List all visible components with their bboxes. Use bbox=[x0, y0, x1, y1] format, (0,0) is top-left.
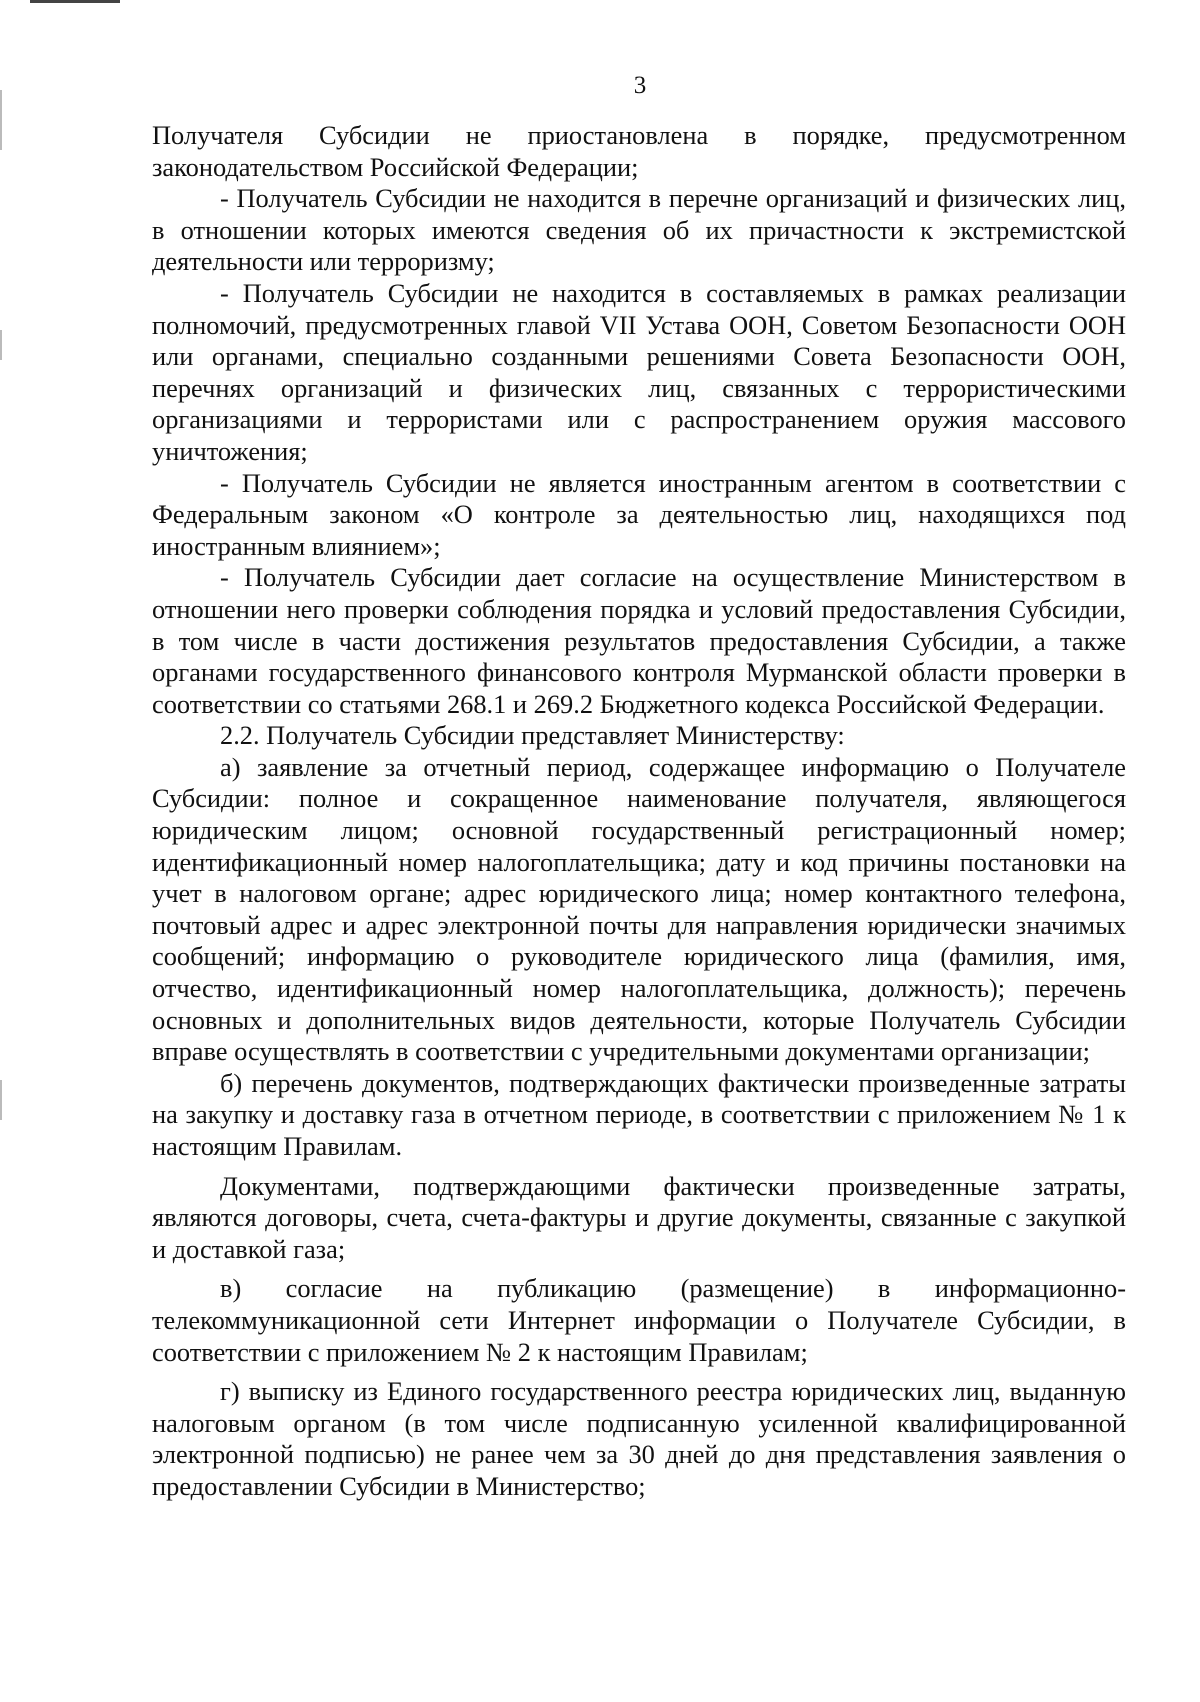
paragraph: 2.2. Получатель Субсидии представляет Министерству: bbox=[220, 720, 845, 751]
paragraph: в) согласие на публикацию (размещение) в информационно-телекоммуникационной сети Интернет информации о Получателе Субсидии, в соответствии с приложением № 2 к настоящим Правилам; bbox=[152, 1273, 1126, 1367]
paragraph: а) заявление за отчетный период, содержащее информацию о Получателе Субсидии: полное и сокращенное наименование получателя, являющегося юридическим лицом; основной государственный регистрационный номер; идентификационный номер налогоплательщика; дату и код причины постановки на учет в налоговом органе; адрес юридического лица; номер контактного телефона, почтовый адрес и адрес электронной почты для направления юридически значимых сообщений; информацию о руководителе юридического лица (фамилия, имя, отчество, идентификационный номер налогоплательщика, должность); перечень основных и дополнительных видов деятельности, которые Получатель Субсидии вправе осуществлять в соответствии с учредительными документами организации; bbox=[152, 751, 1126, 1067]
paragraph: - Получатель Субсидии не находится в составляемых в рамках реализации полномочий, предусмотренных главой VII Устава ООН, Советом Безопасности ООН или органами, специально созданными решениями Совета Безопасности ООН, перечнях организаций и физических лиц, связанных с террористическими организациями и террористами или с распространением оружия массового уничтожения; bbox=[152, 277, 1126, 466]
paragraph: Документами, подтверждающими фактически произведенные затраты, являются договоры, счета, счета-фактуры и другие документы, связанные с закупкой и доставкой газа; bbox=[152, 1170, 1126, 1264]
paragraph: г) выписку из Единого государственного реестра юридических лиц, выданную налоговым органом (в том числе подписанную усиленной квалифицированной электронной подписью) не ранее чем за 30 дней до дня представления заявления о предоставлении Субсидии в Министерство; bbox=[152, 1376, 1126, 1501]
scan-edge-mark bbox=[0, 1080, 2, 1120]
paragraph: - Получатель Субсидии не находится в перечне организаций и физических лиц, в отношении которых имеются сведения об их причастности к экстремистской деятельности или терроризму; bbox=[152, 183, 1126, 277]
paragraph: - Получатель Субсидии дает согласие на осуществление Министерством в отношении него проверки соблюдения порядка и условий предоставления Субсидии, в том числе в части достижения результатов предоставления Субсидии, а также органами государственного финансового контроля Мурманской области проверки в соответствии со статьями 268.1 и 269.2 Бюджетного кодекса Российской Федерации. bbox=[152, 562, 1126, 719]
document-body bbox=[152, 120, 1126, 1503]
page-number: 3 bbox=[633, 72, 647, 99]
paragraph: Получателя Субсидии не приостановлена в порядке, предусмотренном законодательством Российской Федерации; bbox=[152, 120, 1126, 182]
scan-edge-mark bbox=[0, 330, 2, 360]
scan-mark bbox=[30, 0, 120, 3]
paragraph: - Получатель Субсидии не является иностранным агентом в соответствии с Федеральным законом «О контроле за деятельностью лиц, находящихся под иностранным влиянием»; bbox=[152, 467, 1126, 561]
paragraph: б) перечень документов, подтверждающих фактически произведенные затраты на закупку и доставку газа в отчетном периоде, в соответствии с приложением № 1 к настоящим Правилам. bbox=[152, 1067, 1126, 1161]
